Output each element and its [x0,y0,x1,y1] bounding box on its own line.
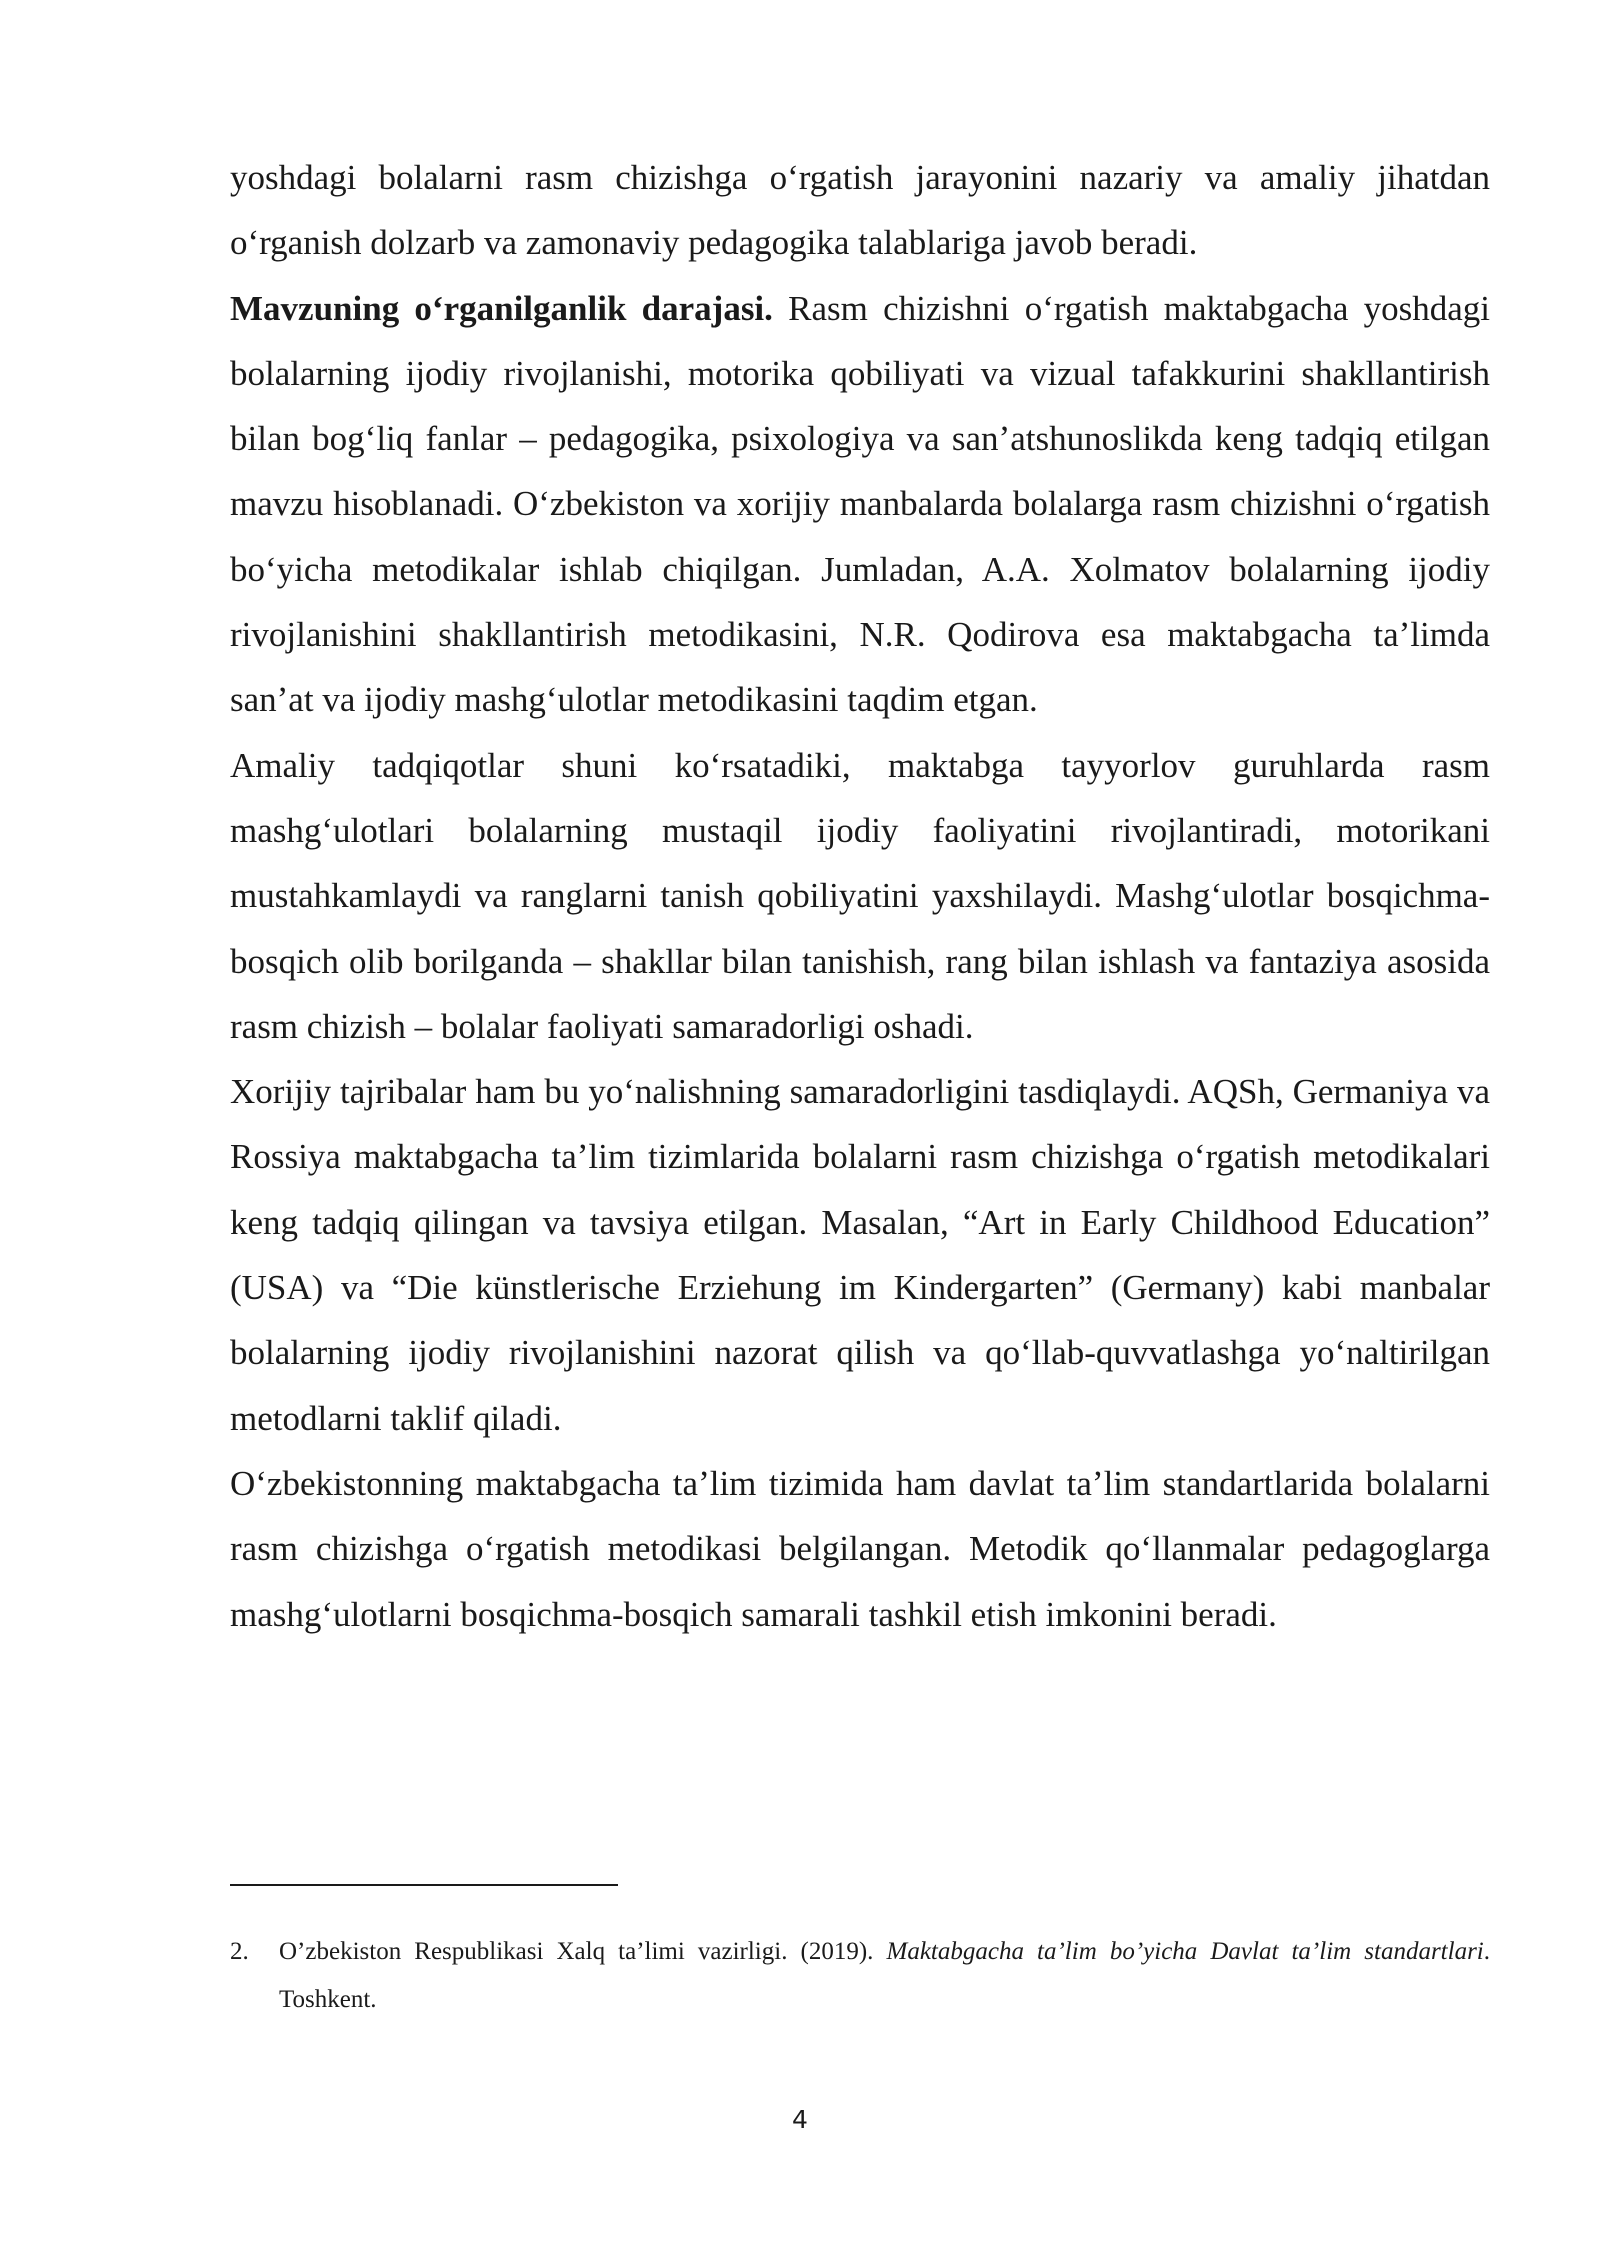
footnote-separator [230,1884,618,1886]
footnote-italic-title: Maktabgacha ta’lim bo’yicha Davlat ta’lim standartlari [886,1938,1484,1965]
footnote-text [279,1928,1490,2024]
paragraph-4: Xorijiy tajribalar ham bu yoʻnalishning samaradorligini tasdiqlaydi. AQSh, Germaniya va Rossiya maktabgacha taʼlim tizimlarida bolalarni rasm chizishga oʻrgatish metodikalari keng tadqiq qilingan va tavsiya etilgan. Masalan, “Art in Early Childhood Education” (USA) va “Die künstlerische Erziehung im Kindergarten” (Germany) kabi manbalar bolalarning ijodiy rivojlanishini nazorat qilish va qoʻllab-quvvatlashga yoʻnaltirilgan metodlarni taklif qiladi. [230,1072,1490,1438]
paragraph-2 [230,276,1490,733]
footnote-text-before: O’zbekiston Respublikasi Xalq ta’limi vazirligi. (2019). [279,1938,887,1965]
paragraph-3: Amaliy tadqiqotlar shuni koʻrsatadiki, maktabga tayyorlov guruhlarda rasm mashgʻulotlari bolalarning mustaqil ijodiy faoliyatini rivojlantiradi, motorikani mustahkamlaydi va ranglarni tanish qobiliyatini yaxshilaydi. Mashgʻulotlar bosqichma-bosqich olib borilganda – shakllar bilan tanishish, rang bilan ishlash va fantaziya asosida rasm chizish – bolalar faoliyati samaradorligi oshadi. [230,745,1490,1046]
page-number: 4 [792,2105,808,2134]
footnote-text-after: . Toshkent. [279,1938,1490,2013]
footnote [230,1928,1490,2024]
paragraph-1: yoshdagi bolalarni rasm chizishga oʻrgatish jarayonini nazariy va amaliy jihatdan oʻrganish dolzarb va zamonaviy pedagogika talablariga javob beradi. [230,158,1490,263]
paragraph-2-text: Rasm chizishni oʻrgatish maktabgacha yoshdagi bolalarning ijodiy rivojlanishi, motorika qobiliyati va vizual tafakkurini shakllantirish bilan bogʻliq fanlar – pedagogika, psixologiya va sanʼatshunoslikda keng tadqiq etilgan mavzu hisoblanadi. Oʻzbekiston va xorijiy manbalarda bolalarga rasm chizishni oʻrgatish boʻyicha metodikalar ishlab chiqilgan. Jumladan, A.A. Xolmatov bolalarning ijodiy rivojlanishini shakllantirish metodikasini, N.R. Qodirova esa maktabgacha taʼlimda sanʼat va ijodiy mashgʻulotlar metodikasini taqdim etgan. [230,288,1491,720]
section-heading: Mavzuning oʻrganilganlik darajasi. [230,288,773,328]
body-text [230,145,1490,1647]
paragraph-5: Oʻzbekistonning maktabgacha taʼlim tizimida ham davlat taʼlim standartlarida bolalarni rasm chizishga oʻrgatish metodikasi belgilangan. Metodik qoʻllanmalar pedagoglarga mashgʻulotlarni bosqichma-bosqich samarali tashkil etish imkonini beradi. [230,1463,1490,1634]
footnote-number: 2. [230,1938,249,1965]
